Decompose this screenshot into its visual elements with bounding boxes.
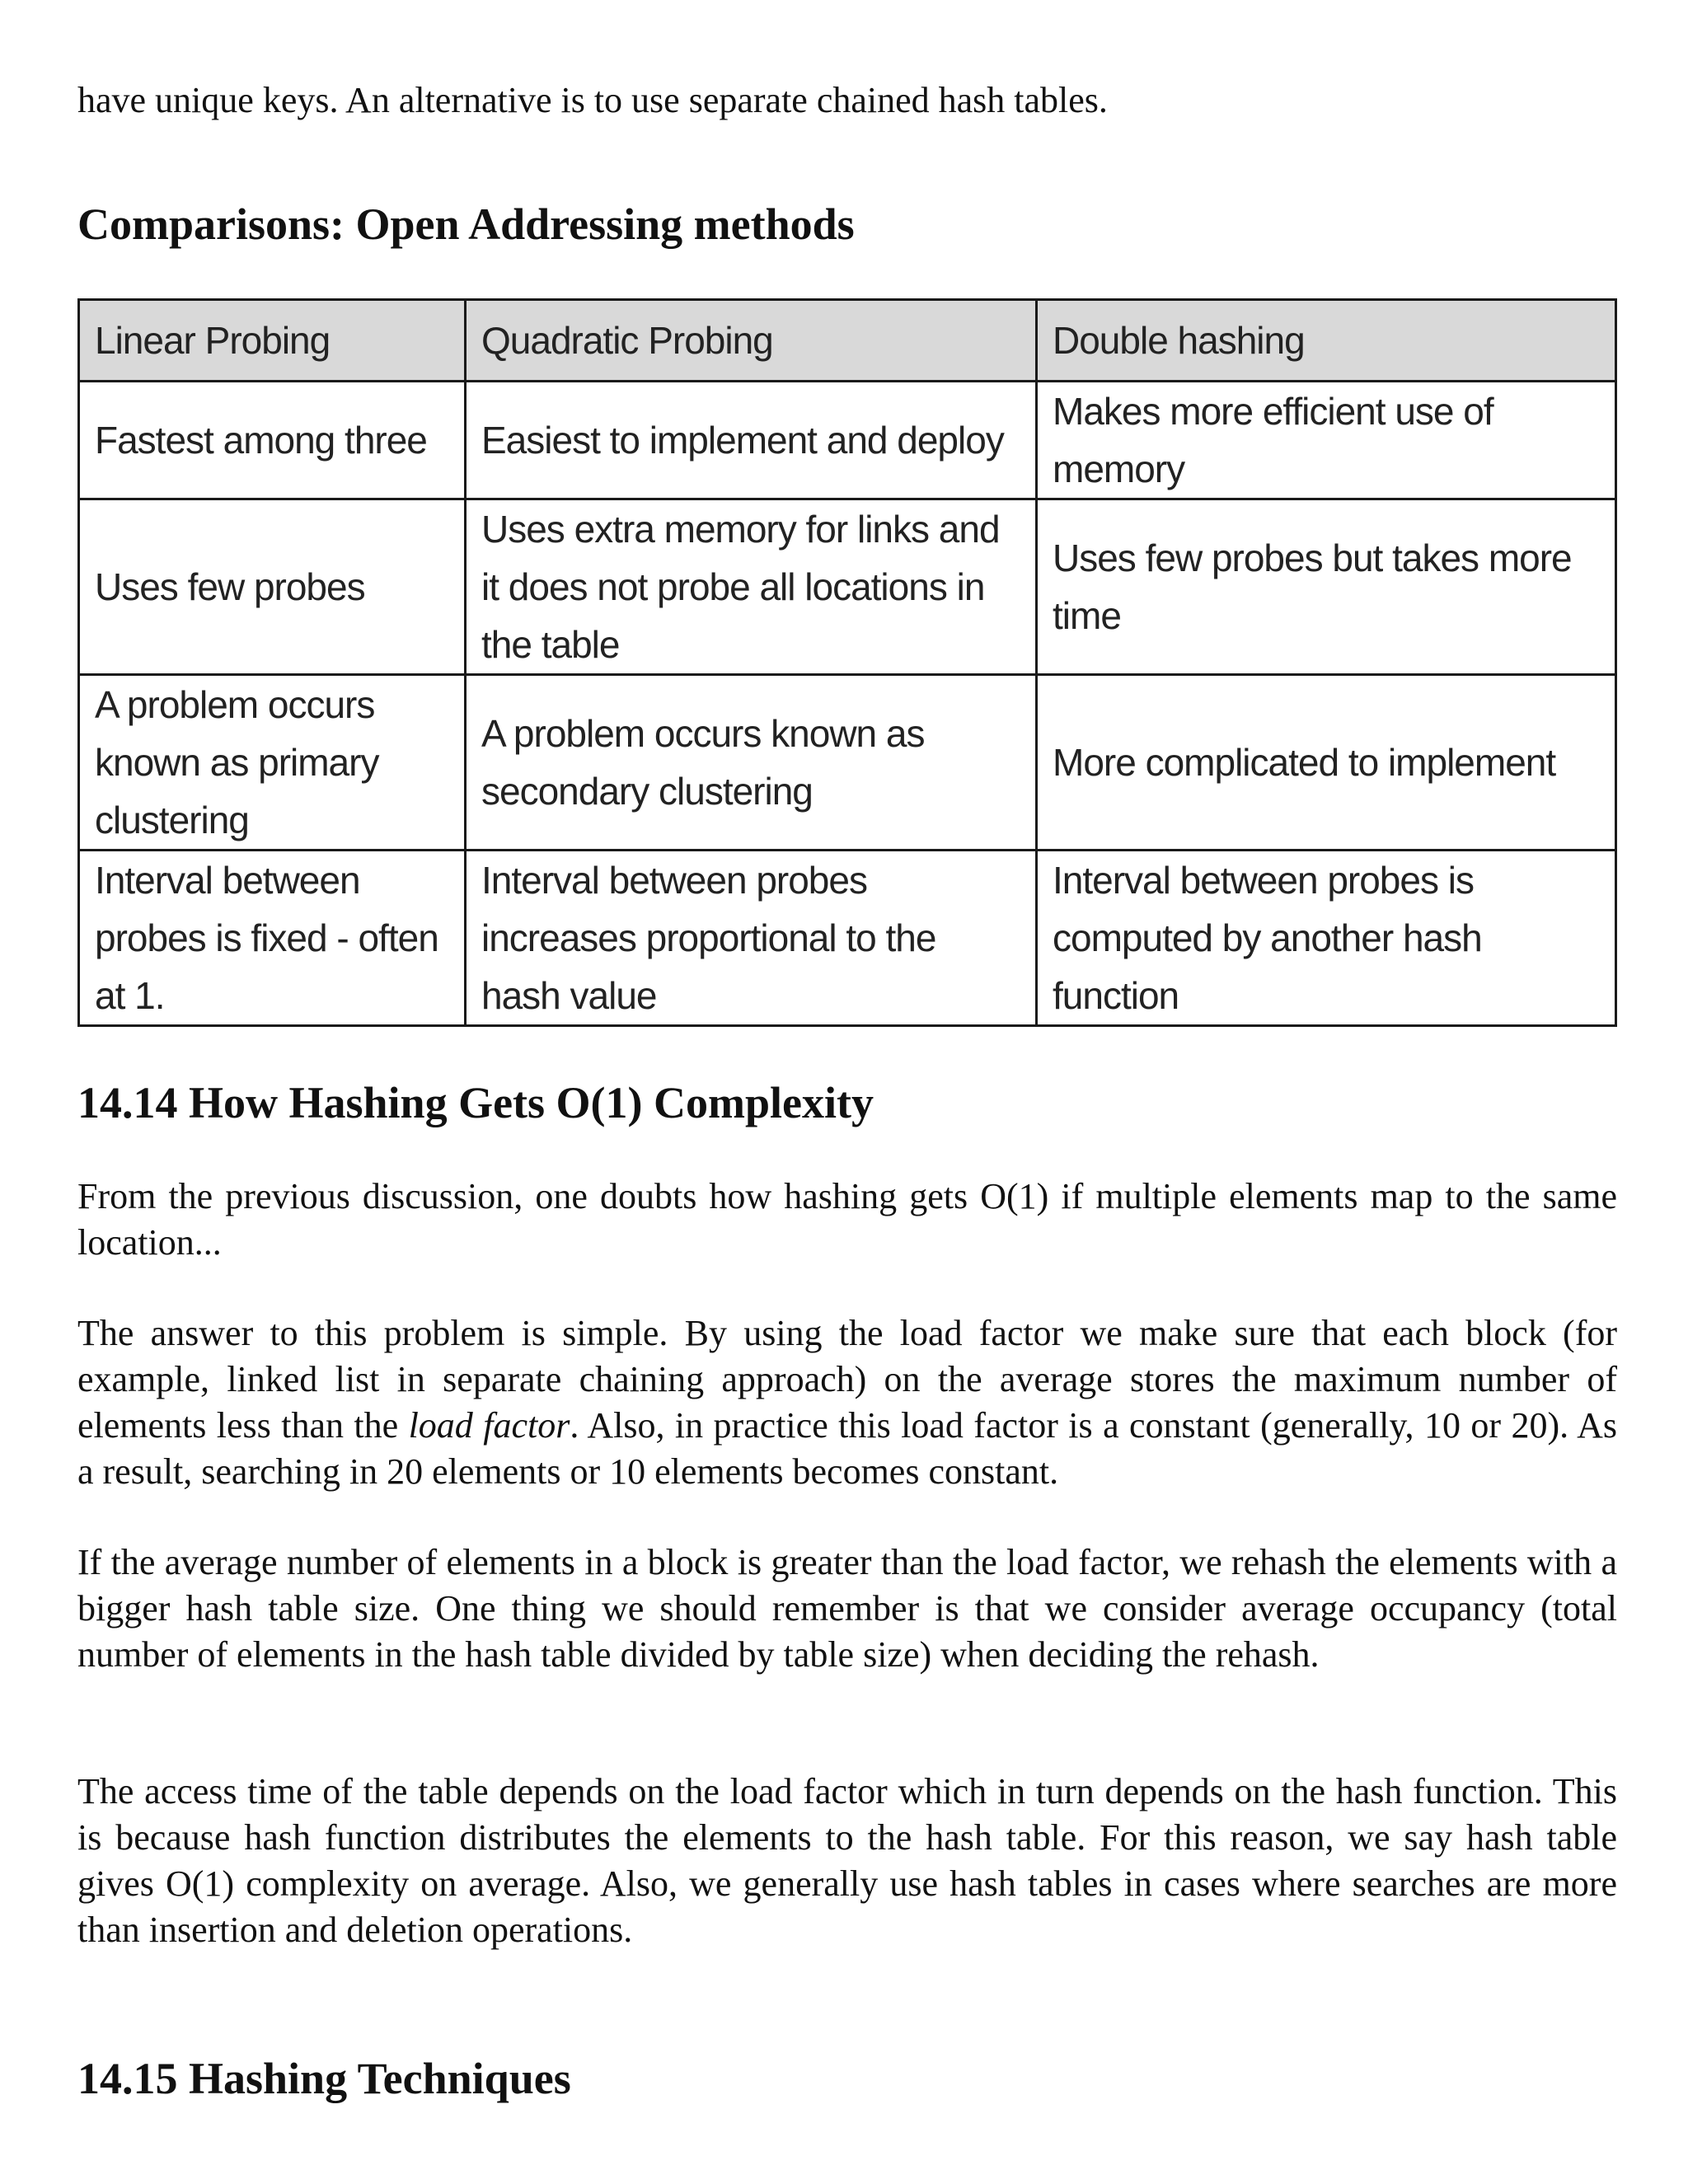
table-cell: Uses few probes bbox=[79, 499, 466, 675]
table-header-row bbox=[79, 300, 1616, 382]
table-cell: A problem occurs known as secondary clustering bbox=[466, 675, 1037, 851]
body-paragraph: The access time of the table depends on the load factor which in turn depends on the hash function. This is because hash function distributes the elements to the hash table. For this reason, we say hash table gives O(1) complexity on average. Also, we generally use hash tables in cases where searches are more than insertion and deletion operations. bbox=[77, 1771, 1617, 1950]
table-row bbox=[79, 675, 1616, 851]
techniques-heading: 14.15 Hashing Techniques bbox=[77, 2054, 571, 2103]
lead-paragraph: have unique keys. An alternative is to use separate chained hash tables. bbox=[77, 80, 1108, 120]
table-cell: Uses extra memory for links and it does not probe all locations in the table bbox=[466, 499, 1037, 675]
table-cell: Fastest among three bbox=[79, 382, 466, 499]
comparisons-heading: Comparisons: Open Addressing methods bbox=[77, 199, 855, 249]
header-linear-probing: Linear Probing bbox=[79, 300, 466, 382]
table-cell: Interval between probes is fixed - often at 1. bbox=[79, 851, 466, 1026]
table-cell: Interval between probes increases proportional to the hash value bbox=[466, 851, 1037, 1026]
table-row bbox=[79, 499, 1616, 675]
table-row bbox=[79, 851, 1616, 1026]
header-double-hashing: Double hashing bbox=[1037, 300, 1616, 382]
header-quadratic-probing: Quadratic Probing bbox=[466, 300, 1037, 382]
table-cell: A problem occurs known as primary clustering bbox=[79, 675, 466, 851]
paragraph-text: The answer to this problem is simple. By using the load factor we make sure that each block (for example, linked list in separate chaining approach) on the average stores the maximum number of elements less than the bbox=[77, 1313, 1617, 1446]
complexity-heading: 14.14 How Hashing Gets O(1) Complexity bbox=[77, 1078, 874, 1127]
table-cell: Easiest to implement and deploy bbox=[466, 382, 1037, 499]
table-cell: More complicated to implement bbox=[1037, 675, 1616, 851]
body-paragraph: If the average number of elements in a block is greater than the load factor, we rehash the elements with a bigger hash table size. One thing we should remember is that we consider average occupancy (total number of elements in the hash table divided by table size) when deciding the rehash. bbox=[77, 1542, 1617, 1675]
body-paragraph bbox=[77, 1310, 1617, 1495]
body-paragraph: From the previous discussion, one doubts how hashing gets O(1) if multiple elements map to the same location... bbox=[77, 1176, 1617, 1263]
table-cell: Interval between probes is computed by another hash function bbox=[1037, 851, 1616, 1026]
open-addressing-comparison-table bbox=[77, 298, 1617, 1027]
paragraph-text: . Also, in practice this load factor is a constant (generally, 10 or 20). As a result, searching in 20 elements or 10 elements becomes constant. bbox=[77, 1405, 1617, 1492]
table-cell: Uses few probes but takes more time bbox=[1037, 499, 1616, 675]
emphasized-term: load factor bbox=[408, 1405, 570, 1446]
table-row bbox=[79, 382, 1616, 499]
table-cell: Makes more efficient use of memory bbox=[1037, 382, 1616, 499]
